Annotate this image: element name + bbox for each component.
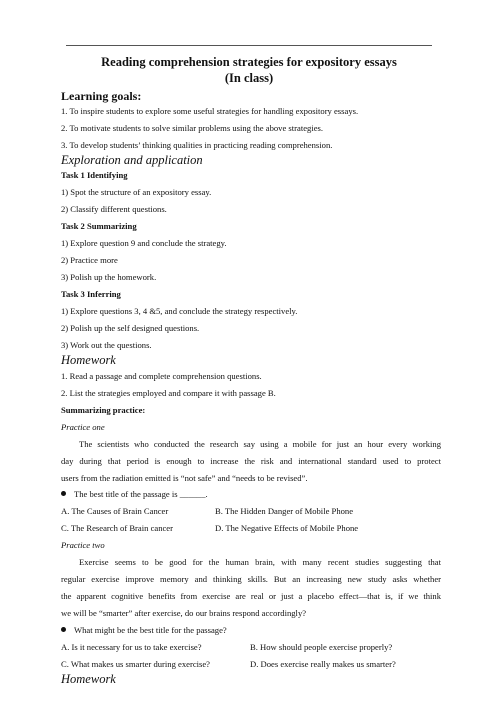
task-title: Task 3 Inferring: [61, 289, 121, 299]
practice-two-option-c: C. What makes us smarter during exercise?: [61, 659, 210, 669]
practice-one-label: Practice one: [61, 422, 105, 432]
learning-goal-item: 2. To motivate students to solve similar problems using the above strategies.: [61, 123, 324, 133]
learning-goals-heading: Learning goals:: [61, 89, 142, 103]
page-subtitle: (In class): [224, 71, 274, 85]
practice-one-option-d: D. The Negative Effects of Mobile Phone: [215, 523, 359, 533]
practice-one-para-line: users from the radiation emitted is “not safe” and “needs to be revised”.: [61, 473, 308, 483]
task-title: Task 1 Identifying: [61, 170, 128, 180]
page-title: Reading comprehension strategies for expository essays: [101, 55, 397, 69]
task-item: 2) Classify different questions.: [61, 204, 167, 214]
task-item: 1) Explore questions 3, 4 &5, and conclude the strategy respectively.: [61, 306, 298, 316]
practice-two-para-line: Exercise seems to be good for the human brain, with many recent studies suggesting that: [79, 557, 441, 567]
practice-two-option-b: B. How should people exercise properly?: [250, 642, 393, 652]
task-item: 1) Explore question 9 and conclude the strategy.: [61, 238, 227, 248]
practice-two-option-d: D. Does exercise really makes us smarter?: [250, 659, 396, 669]
task-title: Task 2 Summarizing: [61, 221, 137, 231]
footer-homework-heading: Homework: [61, 672, 116, 686]
practice-one-option-a: A. The Causes of Brain Cancer: [61, 506, 169, 516]
practice-one-para-line: The scientists who conducted the research say using a mobile for just an hour every working: [79, 439, 441, 449]
exploration-heading: Exploration and application: [61, 153, 203, 167]
task-item: 3) Work out the questions.: [61, 340, 152, 350]
task-item: 1) Spot the structure of an expository essay.: [61, 187, 212, 197]
practice-one-option-b: B. The Hidden Danger of Mobile Phone: [215, 506, 354, 516]
summarizing-heading: Summarizing practice:: [61, 405, 146, 415]
learning-goal-item: 1. To inspire students to explore some useful strategies for handling expository essays.: [61, 106, 359, 116]
practice-two-question: What might be the best title for the passage?: [61, 625, 441, 636]
bullet-icon: [61, 491, 66, 496]
learning-goal-item: 3. To develop students’ thinking qualities in practicing reading comprehension.: [61, 140, 333, 150]
header-rule: [66, 45, 432, 46]
practice-two-para-line: we will be “smarter” after exercise, do our brains respond accordingly?: [61, 608, 307, 618]
practice-two-para-line: regular exercise improve memory and thinking skills. But an increasing new study asks whether: [61, 574, 441, 584]
task-item: 3) Polish up the homework.: [61, 272, 157, 282]
task-item: 2) Practice more: [61, 255, 118, 265]
practice-two-para-line: the apparent cognitive benefits from exercise are real or just a placebo effect—that is, if we think: [61, 591, 441, 601]
task-item: 2) Polish up the self designed questions.: [61, 323, 200, 333]
practice-one-option-c: C. The Research of Brain cancer: [61, 523, 173, 533]
practice-one-para-line: day during that period is enough to increase the risk and international standard used to protect: [61, 456, 441, 466]
practice-two-label: Practice two: [61, 540, 105, 550]
bullet-icon: [61, 627, 66, 632]
homework-item: 1. Read a passage and complete comprehension questions.: [61, 371, 262, 381]
homework-item: 2. List the strategies employed and compare it with passage B.: [61, 388, 276, 398]
practice-one-question: The best title of the passage is ______.: [61, 489, 441, 500]
practice-two-option-a: A. Is it necessary for us to take exercise?: [61, 642, 202, 652]
homework-heading: Homework: [61, 353, 116, 367]
